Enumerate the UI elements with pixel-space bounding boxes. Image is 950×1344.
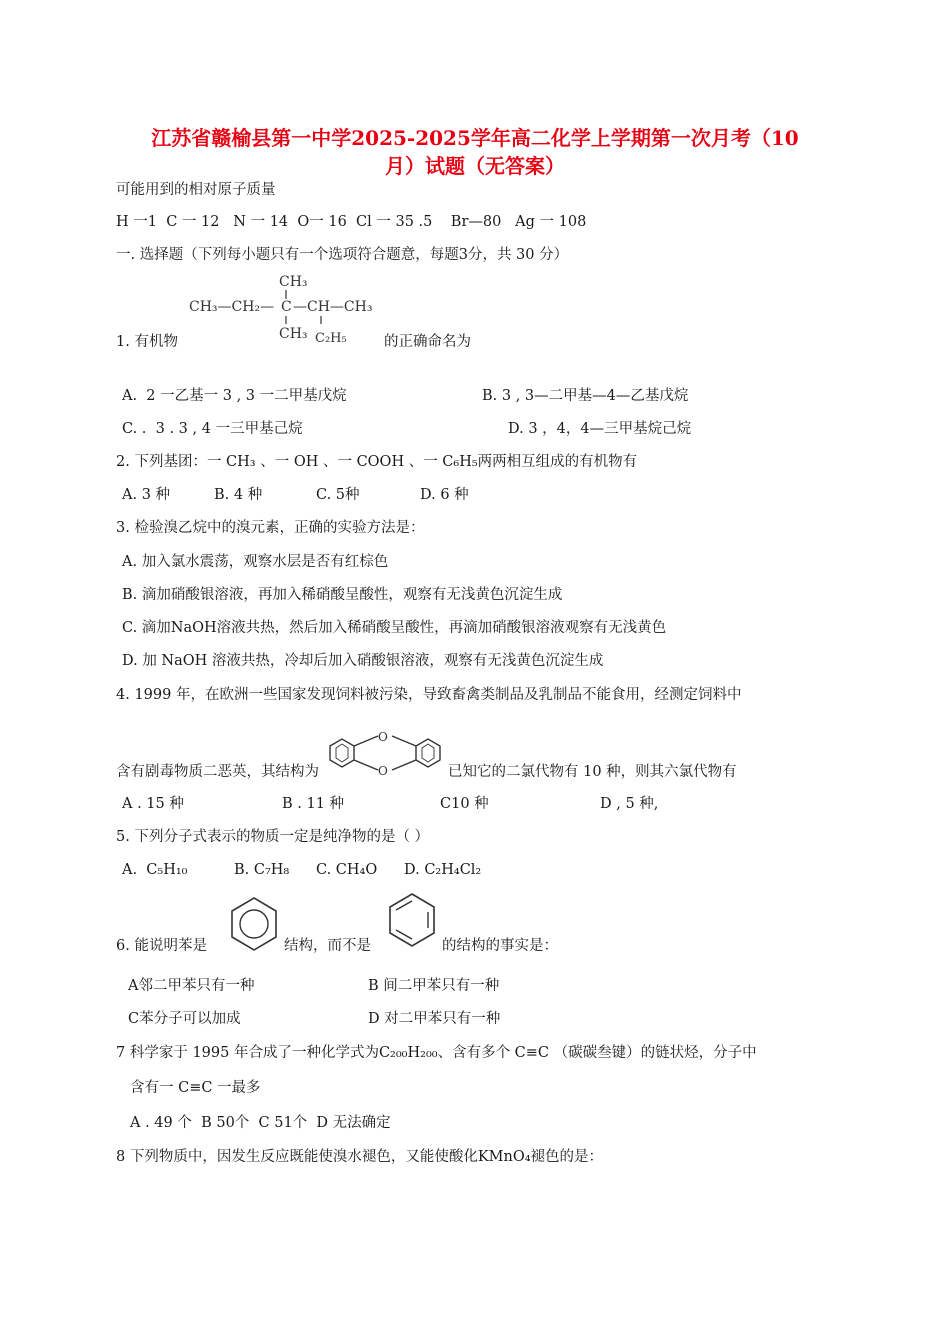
q4-option-c: C10 种 xyxy=(440,796,489,812)
q6-stem-post: 的结构的事实是： xyxy=(442,938,558,954)
doc-title-line1: 江苏省赣榆县第一中学2025-2025学年高二化学上学期第一次月考（10 xyxy=(151,126,799,150)
q6-stem-mid: 结构，而不是 xyxy=(284,938,371,954)
q3-option-b: B. 滴加硝酸银溶液，再加入稀硝酸呈酸性，观察有无浅黄色沉淀生成 xyxy=(122,587,563,603)
q6-kekule-structure xyxy=(384,890,440,950)
q1-option-c: C. . 3 . 3 , 4 一三甲基己烷 xyxy=(122,421,303,437)
q1-stem-pre: 1. 有机物 xyxy=(116,334,178,350)
q2-option-b: B. 4 种 xyxy=(214,487,263,503)
q1-stem-post: 的正确命名为 xyxy=(384,334,471,350)
q4-option-d: D , 5 种, xyxy=(600,796,659,812)
q1-struct-left: CH₃—CH₂— xyxy=(189,299,275,315)
q5-option-a: A. C₅H₁₀ xyxy=(122,862,188,878)
q7-options: A . 49 个 B 50个 C 51个 D 无法确定 xyxy=(130,1115,391,1131)
q4-stem-line2-pre: 含有剧毒物质二恶英，其结构为 xyxy=(116,764,319,780)
q4-option-a: A . 15 种 xyxy=(122,796,184,812)
q1-option-d: D. 3 ，4，4—三甲基烷己烷 xyxy=(508,421,692,437)
q1-struct-bottom-left: CH₃ xyxy=(279,326,308,342)
q5-option-b: B. C₇H₈ xyxy=(234,862,290,878)
q4-dioxin-structure xyxy=(322,728,448,778)
q4-option-b: B . 11 种 xyxy=(282,796,345,812)
q3-option-d: D. 加 NaOH 溶液共热，冷却后加入硝酸银溶液，观察有无浅黄色沉淀生成 xyxy=(122,653,604,669)
q6-benzene-circle-structure xyxy=(226,894,282,954)
q1-struct-bottom-right: C₂H₅ xyxy=(315,331,347,346)
q3-option-a: A. 加入氯水震荡，观察水层是否有红棕色 xyxy=(122,554,389,570)
q2-option-c: C. 5种 xyxy=(316,487,360,503)
section-heading: 一. 选择题（下列每小题只有一个选项符合题意，每题3分，共 30 分） xyxy=(116,247,569,263)
q6-option-c: C苯分子可以加成 xyxy=(128,1011,241,1027)
q5-stem: 5. 下列分子式表示的物质一定是纯净物的是（ ） xyxy=(116,829,430,845)
atomic-mass-label: 可能用到的相对原子质量 xyxy=(116,182,276,198)
atomic-mass-values: H 一1 C 一 12 N 一 14 O一 16 Cl 一 35 .5 Br—80 Ag 一 108 xyxy=(116,214,587,230)
q6-option-d: D 对二甲苯只有一种 xyxy=(368,1011,501,1027)
svg-text:O: O xyxy=(378,730,388,744)
q1-option-a: A. 2 一乙基一 3 , 3 一二甲基戊烷 xyxy=(122,388,347,404)
q6-stem-pre: 6. 能说明苯是 xyxy=(116,938,207,954)
q6-option-b: B 间二甲苯只有一种 xyxy=(368,978,500,994)
doc-title-line2: 月）试题（无答案） xyxy=(385,154,565,178)
q2-option-a: A. 3 种 xyxy=(122,487,171,503)
q2-option-d: D. 6 种 xyxy=(420,487,469,503)
q3-stem: 3. 检验溴乙烷中的溴元素，正确的实验方法是： xyxy=(116,520,425,536)
q5-option-c: C. CH₄O xyxy=(316,862,378,878)
q1-option-b: B. 3 , 3—二甲基—4—乙基戊烷 xyxy=(482,388,689,404)
q5-option-d: D. C₂H₄Cl₂ xyxy=(404,862,482,878)
q1-struct-mid: —CH—CH₃ xyxy=(293,299,373,315)
q4-stem-line1: 4. 1999 年，在欧洲一些国家发现饲料被污染，导致畜禽类制品及乳制品不能食用，经测定饲料中 xyxy=(116,687,742,703)
q6-option-a: A邻二甲苯只有一种 xyxy=(128,978,255,994)
q7-stem-line1: 7 科学家于 1995 年合成了一种化学式为C₂₀₀H₂₀₀、含有多个 C≡C （碳碳叁键）的链状烃，分子中 xyxy=(116,1045,757,1061)
svg-text:O: O xyxy=(378,764,388,778)
q1-struct-top: CH₃ xyxy=(279,274,308,290)
q3-option-c: C. 滴加NaOH溶液共热，然后加入稀硝酸呈酸性，再滴加硝酸银溶液观察有无浅黄色 xyxy=(122,620,667,636)
q8-stem: 8 下列物质中，因发生反应既能使溴水褪色，又能使酸化KMnO₄褪色的是： xyxy=(116,1149,604,1165)
q7-stem-line2: 含有一 C≡C 一最多 xyxy=(130,1080,261,1096)
q1-structure xyxy=(185,270,385,346)
q2-stem: 2. 下列基团：一 CH₃ 、一 OH 、一 COOH 、一 C₆H₅两两相互组成的有机物有 xyxy=(116,454,638,470)
q4-stem-line2-post: 已知它的二氯代物有 10 种，则其六氯代物有 xyxy=(448,764,737,780)
q1-struct-c: C xyxy=(281,299,292,315)
